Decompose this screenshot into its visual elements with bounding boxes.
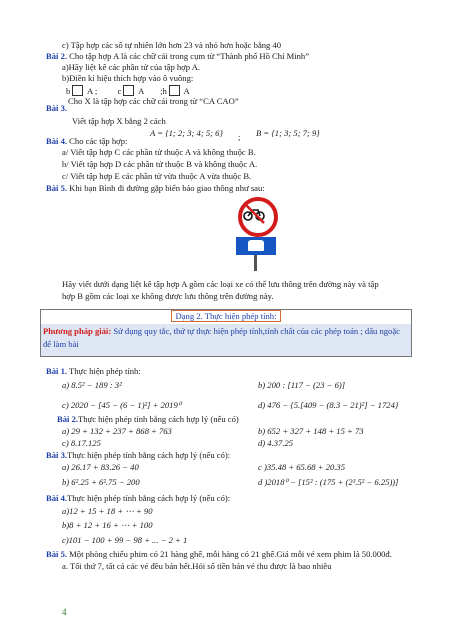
bai4-label: Bài 4. xyxy=(46,136,68,146)
ex3-b: b) 6².25 + 6².75 − 200 xyxy=(62,477,140,487)
ex1-label: Bài 1. xyxy=(46,366,68,376)
bai5-label: Bài 5. xyxy=(46,183,68,193)
ex3-header xyxy=(46,450,230,460)
ex4-header xyxy=(46,493,230,503)
ex3-text: Thực hiện phép tính bằng cách hợp lý (nếu có): xyxy=(67,450,231,460)
ex4-c: c)101 − 100 + 99 − 98 + ... − 2 + 1 xyxy=(62,535,188,545)
ex5-header xyxy=(46,549,392,559)
ex4-text: Thực hiện phép tính bằng cách hợp lý (nếu có): xyxy=(67,493,231,503)
ex4-label: Bài 4. xyxy=(46,493,68,503)
bai4-b: b/ Viết tập hợp D các phần tử thuộc B và không thuộc A. xyxy=(62,159,258,169)
bai2-label: Bài 2. xyxy=(46,51,68,61)
bai3-label: Bài 3. xyxy=(46,103,68,113)
method-box-title: Dạng 2. Thực hiện phép tính: xyxy=(41,311,411,321)
ex2-text: Thực hiện phép tính bằng cách hợp lý (nếu có) xyxy=(78,414,239,424)
page-number: 4 xyxy=(62,607,67,617)
bai4-text: Cho các tập hợp: xyxy=(67,136,128,146)
answer-box-1[interactable] xyxy=(72,85,83,96)
fill-letter-c: c xyxy=(117,86,122,96)
set-separator: ; xyxy=(238,132,241,142)
ex1-text: Thực hiện phép tính: xyxy=(67,366,141,376)
method-label: Phương pháp giải: xyxy=(43,326,112,336)
ex2-header xyxy=(57,414,239,424)
ex1-header xyxy=(46,366,141,376)
ex4-a: a)12 + 15 + 18 + ⋯ + 90 xyxy=(62,506,153,516)
ex2-b: b) 652 + 327 + 148 + 15 + 73 xyxy=(258,426,364,436)
no-motorbike-icon xyxy=(238,197,278,237)
bai2-a: a)Hãy liệt kê các phần tử của tập hợp A. xyxy=(62,62,201,72)
bai4-header xyxy=(46,136,127,146)
bai2-text: Cho tập hợp A là các chữ cái trong cụm từ “Thành phố Hồ Chí Minh” xyxy=(67,51,310,61)
answer-box-3[interactable] xyxy=(169,85,180,96)
line-c-set: c) Tập hợp các số tự nhiên lớn hơn 23 và nhỏ hơn hoặc bằng 40 xyxy=(62,40,282,50)
bai3-text: Cho X là tập hợp các chữ cái trong từ “CA CAO” xyxy=(68,96,239,106)
car-icon-plate xyxy=(236,237,276,255)
ex3-c: c )35.48 + 65.68 + 20.35 xyxy=(258,462,346,472)
traffic-sign xyxy=(236,195,276,273)
ex1-d: d) 476 − {5.[409 − (8.3 − 21)²] − 1724} xyxy=(258,400,399,410)
ex3-a: a) 26.17 + 83.26 − 40 xyxy=(62,462,139,472)
fill-letter-h: ;h xyxy=(160,86,167,96)
method-text: Sử dụng quy tắc, thứ tự thực hiện phép tính,tính chất của các phép toán ; dấu ngoặc xyxy=(111,326,400,336)
method-text-2: để làm bài xyxy=(43,339,79,349)
bai3-sub: Viết tập hợp X bằng 2 cách xyxy=(72,116,166,126)
bai2-b: b)Điền kí hiệu thích hợp vào ô vuông: xyxy=(62,73,194,83)
sign-pole xyxy=(254,255,257,271)
ex2-d: d) 4.37.25 xyxy=(258,438,294,448)
ex2-c: c) 8.17.125 xyxy=(62,438,101,448)
bai5-question-2: hợp B gồm các loại xe không được lưu thông trên đường này. xyxy=(62,291,274,301)
bai4-c: c/ Viết tập hợp E các phần tử vừa thuộc A vừa thuộc B. xyxy=(62,171,252,181)
fill-set-a-2: A xyxy=(138,86,144,96)
bai2-fill-row xyxy=(66,85,190,96)
bai5-question-1: Hãy viết dưới dạng liệt kê tập hợp A gồm các loại xe có thể lưu thông trên đường này và tập xyxy=(62,279,379,289)
ex5-label: Bài 5. xyxy=(46,549,68,559)
ex2-a: a) 29 + 132 + 237 + 868 + 763 xyxy=(62,426,172,436)
ex5-text: Một phòng chiếu phim có 21 hàng ghế, mỗi hàng có 21 ghế.Giá mỗi vé xem phim là 50.000đ. xyxy=(67,549,392,559)
ex3-d: d )2018⁰ − [15² : (175 + (2³.5² − 6.25))] xyxy=(258,477,399,487)
method-box xyxy=(40,309,412,357)
ex2-label: Bài 2. xyxy=(57,414,79,424)
fill-letter-b: b xyxy=(66,86,71,96)
set-b-definition: B = {1; 3; 5; 7; 9} xyxy=(256,128,320,138)
bai2-header xyxy=(46,51,309,61)
ex4-b: b)8 + 12 + 16 + ⋯ + 100 xyxy=(62,520,153,530)
fill-set-a-1: A ; xyxy=(86,86,98,96)
bai5-header xyxy=(46,183,265,193)
method-box-body xyxy=(41,324,411,356)
set-a-definition: A = {1; 2; 3; 4; 5; 6} xyxy=(150,128,223,138)
ex1-c: c) 2020 − [45 − (6 − 1)²] + 2019⁰ xyxy=(62,400,182,410)
ex1-a: a) 8.5² − 189 : 3² xyxy=(62,380,122,390)
fill-set-a-3: A xyxy=(183,86,190,96)
bai4-a: a/ Viết tập hợp C các phần tử thuộc A và không thuộc B. xyxy=(62,147,256,157)
bai5-text: Khi bạn Bình đi đường gặp biển báo giao thông như sau: xyxy=(67,183,265,193)
ex5-a: a. Tối thứ 7, tất cả các vé đều bán hết.Hỏi số tiền bán vé thu được là bao nhiêu xyxy=(62,561,332,571)
ex3-label: Bài 3. xyxy=(46,450,68,460)
car-icon xyxy=(248,240,264,251)
ex1-b: b) 200 : [117 − (23 − 6)] xyxy=(258,380,346,390)
answer-box-2[interactable] xyxy=(123,85,134,96)
